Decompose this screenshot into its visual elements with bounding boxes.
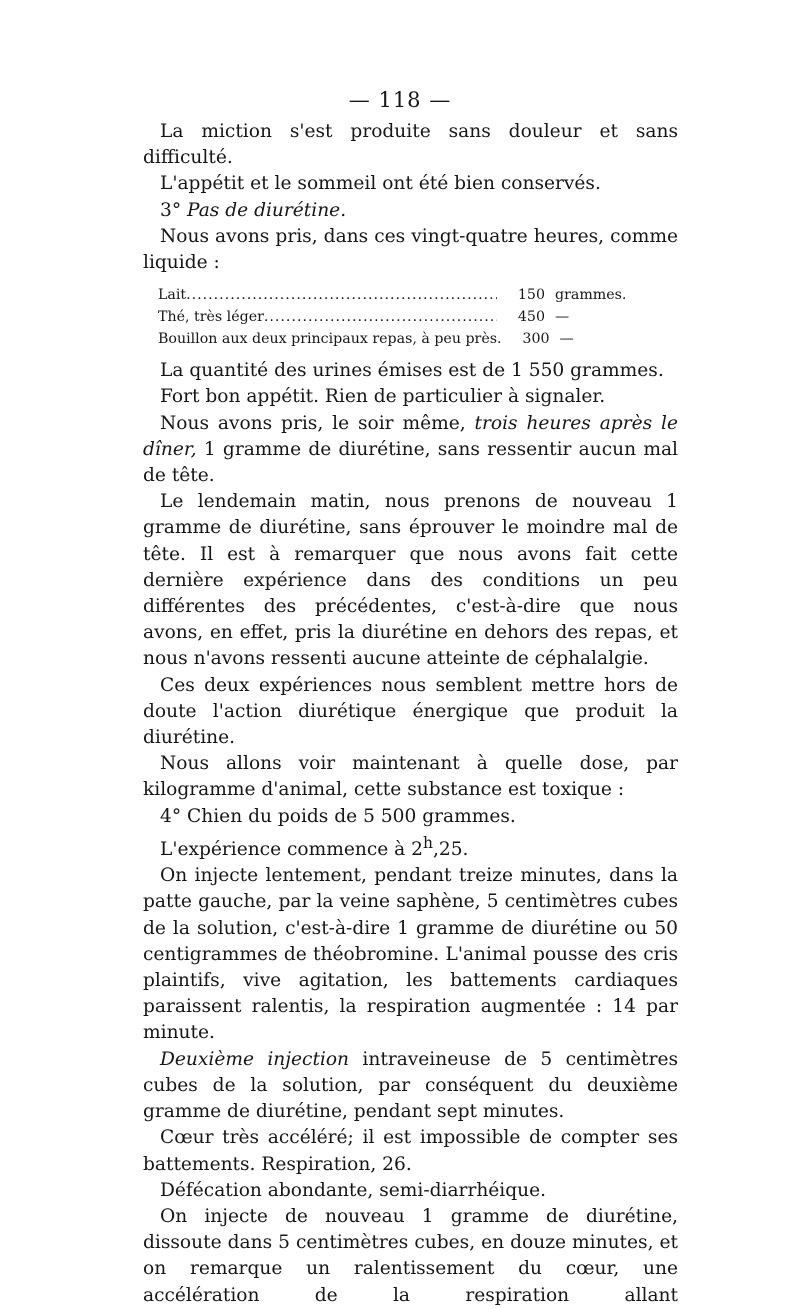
item-unit: — bbox=[555, 309, 570, 326]
item-label: Bouillon aux deux principaux repas, à peu près. bbox=[158, 331, 502, 348]
page-body bbox=[143, 119, 678, 1309]
text-run: L'expérience commence à 2 bbox=[160, 839, 423, 861]
paragraph-lendemain: Le lendemain matin, nous prenons de nouveau 1 gramme de diurétine, sans éprouver le moindre mal de tête. Il est à remarquer que nous avons fait cette dernière expérience dans des conditions un peu différentes des précédentes, c'est-à-dire que nous avons, en effet, pris la diurétine en dehors des repas, et nous n'avons ressenti aucune atteinte de céphalalgie. bbox=[143, 491, 678, 670]
emphasis-text: Deuxième injection bbox=[160, 1048, 350, 1070]
dot-leader bbox=[264, 306, 497, 328]
paragraph-chien: 4° Chien du poids de 5 500 grammes. bbox=[160, 805, 516, 827]
list-item bbox=[158, 284, 643, 306]
paragraph-urines: La quantité des urines émises est de 1 550 grammes. bbox=[160, 360, 664, 382]
emphasis-text: trois heures après le dîner, bbox=[143, 412, 678, 460]
text-run: Nous avons pris, le soir même, bbox=[160, 412, 475, 434]
paragraph-coeur: Cœur très accéléré; il est impossible de compter ses battements. Respiration, 26. bbox=[143, 1127, 678, 1175]
list-item bbox=[158, 306, 643, 328]
text-run: 1 gramme de diurétine, sans ressentir aucun mal de tête. bbox=[143, 438, 678, 487]
hour-superscript: h bbox=[423, 833, 433, 852]
list-item bbox=[158, 328, 643, 350]
dot-leader bbox=[186, 284, 497, 306]
paragraph-defecation: Défécation abondante, semi-diarrhéique. bbox=[160, 1179, 547, 1201]
paragraph-dose-toxique: Nous allons voir maintenant à quelle dose, par kilogramme d'animal, cette substance est toxique : bbox=[143, 753, 678, 801]
section-title: Pas de diurétine. bbox=[187, 199, 347, 221]
paragraph-miction: La miction s'est produite sans douleur et sans difficulté. bbox=[143, 121, 678, 169]
liquid-intake-list bbox=[158, 284, 643, 350]
item-quantity: 300 bbox=[522, 331, 550, 348]
item-quantity: 150 bbox=[517, 287, 545, 304]
section-number: 3° bbox=[160, 199, 188, 221]
page-number: — 118 — bbox=[348, 88, 452, 112]
item-label: Thé, très léger bbox=[158, 309, 264, 326]
section-heading-3 bbox=[143, 198, 678, 224]
paragraph-bon-appetit: Fort bon appétit. Rien de particulier à signaler. bbox=[160, 386, 606, 408]
paragraph-deux-experiences: Ces deux expériences nous semblent mettre hors de doute l'action diurétique énergique que produit la diurétine. bbox=[143, 674, 678, 749]
paragraph-appetit-sommeil: L'appétit et le sommeil ont été bien conservés. bbox=[160, 173, 601, 195]
text-run: intraveineuse de 5 centimètres cubes de la solution, par conséquent du deuxième gramme de diurétine, pendant sept minutes. bbox=[143, 1048, 678, 1123]
text-run: ,25. bbox=[432, 839, 469, 861]
paragraph-injection-2 bbox=[143, 1047, 678, 1126]
item-unit: grammes. bbox=[555, 287, 627, 304]
paragraph-liquide: Nous avons pris, dans ces vingt-quatre heures, comme liquide : bbox=[143, 225, 678, 274]
paragraph-soir bbox=[143, 411, 678, 490]
paragraph-injection-3: On injecte de nouveau 1 gramme de diurétine, dissoute dans 5 centimètres cubes, en douze minutes, et on remarque un ralentissement du cœur, une accélération de la respiration allant bbox=[143, 1205, 678, 1306]
paragraph-commence bbox=[143, 830, 678, 863]
item-label: Lait bbox=[158, 287, 187, 304]
paragraph-injection-1: On injecte lentement, pendant treize minutes, dans la patte gauche, par la veine saphène, 5 centimètres cubes de la solution, c'est-à-dire 1 gramme de diurétine ou 50 centigrammes de théobromine. L'animal pousse des cris plaintifs, vive agitation, les battements cardiaques paraissent ralentis, la respiration augmentée : 14 par minute. bbox=[143, 865, 678, 1044]
item-quantity: 450 bbox=[517, 309, 545, 326]
item-unit: — bbox=[559, 331, 574, 348]
